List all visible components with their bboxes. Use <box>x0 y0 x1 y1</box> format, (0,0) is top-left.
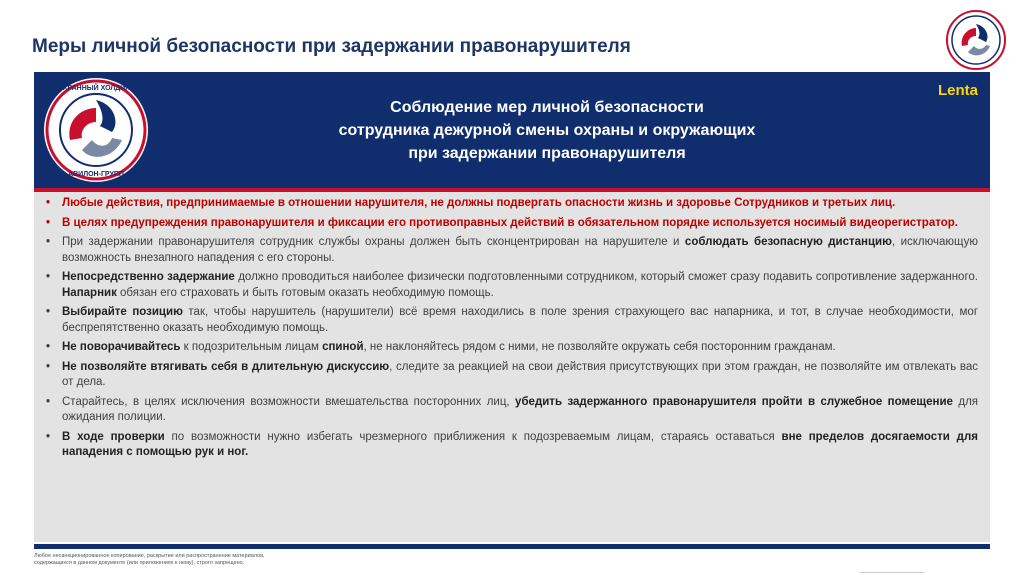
bullet-emphasis: Напарник <box>62 286 117 299</box>
header-banner <box>34 72 990 188</box>
bullet-emphasis: убедить задержанного правонарушителя пройти в служебное помещение <box>515 395 953 408</box>
bullet-item <box>34 216 990 232</box>
bullet-item <box>34 305 990 336</box>
logo-lettering-bottom: АВИЛОН-ГРУПП <box>68 171 124 178</box>
footer-bar <box>34 544 990 549</box>
bullet-text: При задержании правонарушителя сотрудник службы охраны должен быть сконцентрирован на нарушителе и <box>62 236 685 248</box>
bullet-item <box>34 430 990 461</box>
footer-line <box>860 572 924 573</box>
bullet-item <box>34 270 990 301</box>
banner-heading-line: Соблюдение мер личной безопасности <box>390 99 704 116</box>
bullet-text: так, чтобы нарушитель (нарушители) всё время находились в поле зрения страхующего вас напарника, и тот, в случае необходимости, мог беспрепятственно оказать необходимую помощь. <box>62 306 979 334</box>
bullet-emphasis: Не поворачивайтесь <box>62 341 181 353</box>
company-logo <box>946 10 1006 70</box>
bullet-emphasis: В ходе проверки <box>62 430 165 443</box>
company-logo-large <box>42 76 150 184</box>
bullet-text: В целях предупреждения правонарушителя и фиксации его противоправных действий в обязательном порядке используется носимый видеорегистратор. <box>62 216 958 229</box>
bullet-text: по возможности нужно избегать чрезмерного приближения к подозреваемым лицам, стараясь оставаться <box>164 430 782 443</box>
bullet-emphasis: Непосредственно задержание <box>62 271 235 283</box>
bullet-item <box>34 340 990 356</box>
brand-label: Lenta <box>937 82 978 99</box>
bullet-emphasis: вне пределов досягаемости для нападения с помощью рук и ног. <box>62 430 978 458</box>
bullet-text: должно проводиться наиболее физически подготовленными сотрудником, который сможет сразу подавить сопротивление задержанного. <box>234 271 978 283</box>
bullet-item <box>34 360 990 391</box>
banner-heading-line: сотрудника дежурной смены охраны и окружающих <box>338 122 756 139</box>
footer-note: Любое несанкционированное копирование, раскрытие или распространение материалов, содержащихся в данном документе (или приложениях к нему), строго запрещено. <box>34 553 265 566</box>
bullet-text: , следите за реакцией на свои действия присутствующих при этом граждан, не позволяйте им отвлекать вас от дела. <box>62 360 978 388</box>
bullet-text: к подозрительным лицам <box>180 341 323 353</box>
page-title: Меры личной безопасности при задержании правонарушителя <box>32 36 631 57</box>
bullet-emphasis: Выбирайте позицию <box>62 306 183 318</box>
bullet-text: для ожидания полиции. <box>62 395 979 423</box>
accent-divider <box>34 188 990 192</box>
bullet-text: Любые действия, предпринимаемые в отношении нарушителя, не должны подвергать опасности жизнь и здоровье Сотрудников и третьих лиц. <box>62 197 896 209</box>
bullet-text: обязан его страховать и быть готовым оказать необходимую помощь. <box>116 286 494 299</box>
logo-lettering: ОХРАННЫЙ ХОЛДИНГ <box>57 85 135 92</box>
bullet-item <box>34 196 990 212</box>
bullet-item <box>34 395 990 426</box>
bullet-text: , не наклоняйтесь рядом с ними, не позволяйте окружать себя посторонним гражданам. <box>363 341 836 353</box>
bullet-list <box>34 196 990 465</box>
bullet-emphasis: соблюдать безопасную дистанцию <box>684 236 892 248</box>
banner-heading <box>264 96 830 165</box>
bullet-emphasis: спиной <box>322 341 364 353</box>
bullet-text: , исключающую возможность внезапного нападения с его стороны. <box>62 236 978 264</box>
bullet-text: Старайтесь, в целях исключения возможности вмешательства посторонних лиц, <box>62 395 516 408</box>
bullet-emphasis: Не позволяйте втягивать себя в длительную дискуссию <box>62 360 390 373</box>
banner-heading-line: при задержании правонарушителя <box>408 145 686 162</box>
bullet-item <box>34 235 990 266</box>
content-panel <box>34 72 990 542</box>
